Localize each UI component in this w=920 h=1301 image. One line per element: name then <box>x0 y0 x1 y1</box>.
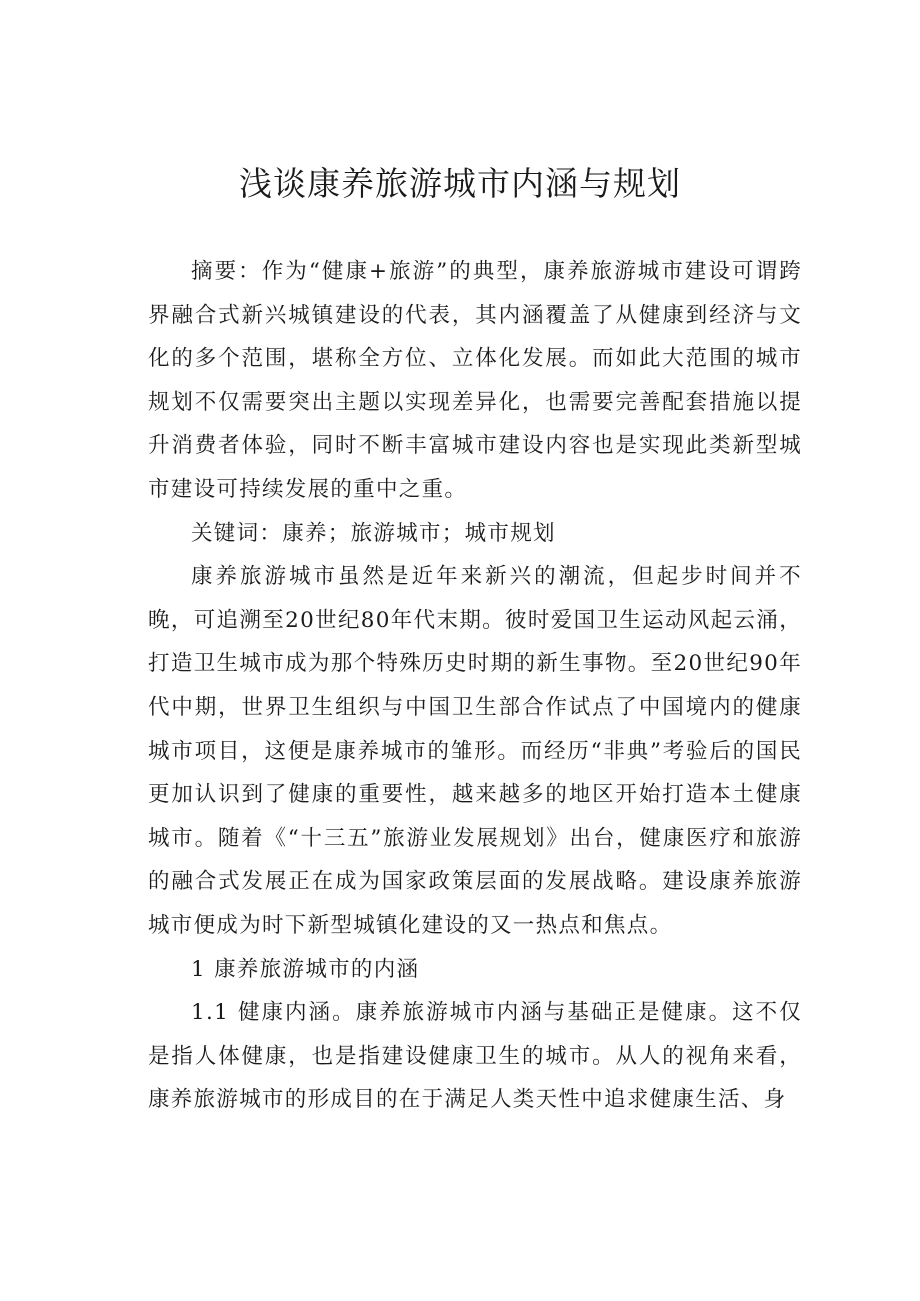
intro-paragraph: 康养旅游城市虽然是近年来新兴的潮流，但起步时间并不晚，可追溯至20世纪80年代末期。彼时爱国卫生运动风起云涌，打造卫生城市成为那个特殊历史时期的新生事物。至20世纪90年代中期，世界卫生组织与中国卫生部合作试点了中国境内的健康城市项目，这便是康养城市的雏形。而经历“非典”考验后的国民更加认识到了健康的重要性，越来越多的地区开始打造本土健康城市。随着《“十三五”旅游业发展规划》出台，健康医疗和旅游的融合式发展正在成为国家政策层面的发展战略。建设康养旅游城市便成为时下新型城镇化建设的又一热点和焦点。 <box>148 564 802 938</box>
keywords-paragraph: 关键词：康养；旅游城市；城市规划 <box>191 520 556 546</box>
abstract-paragraph: 摘要：作为“健康+旅游”的典型，康养旅游城市建设可谓跨界融合式新兴城镇建设的代表，其内涵覆盖了从健康到经济与文化的多个范围，堪称全方位、立体化发展。而如此大范围的城市规划不仅需要突出主题以实现差异化，也需要完善配套措施以提升消费者体验，同时不断丰富城市建设内容也是实现此类新型城市建设可持续发展的重中之重。 <box>148 259 802 502</box>
document-title: 浅谈康养旅游城市内涵与规划 <box>239 164 681 203</box>
subsection-paragraph: 1.1 健康内涵。康养旅游城市内涵与基础正是健康。这不仅是指人体健康，也是指建设健康卫生的城市。从人的视角来看，康养旅游城市的形成目的在于满足人类天性中追求健康生活、身 <box>148 1000 802 1113</box>
section-heading: 1 康养旅游城市的内涵 <box>191 956 420 982</box>
document-body <box>148 250 802 1122</box>
